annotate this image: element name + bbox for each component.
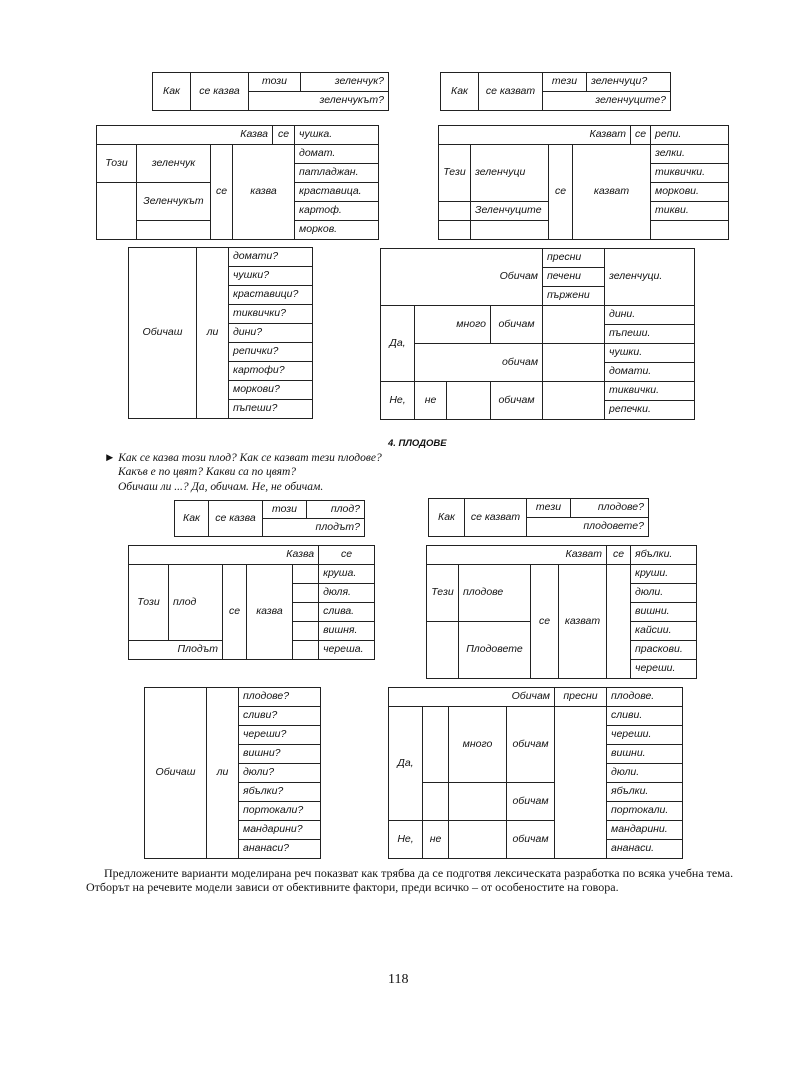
cell-item: домати.	[605, 363, 695, 382]
cell-se: се	[273, 126, 295, 145]
cell-ne2: не	[415, 382, 447, 420]
cell-empty	[449, 783, 507, 821]
cell-item: портокали.	[607, 802, 683, 821]
cell-li: ли	[197, 248, 229, 419]
cell-empty	[137, 221, 211, 240]
cell-kazva: казва	[233, 145, 295, 240]
cell-word: плодовете?	[527, 518, 649, 537]
cell-obichash: Обичаш	[129, 248, 197, 419]
cell-empty	[447, 382, 491, 420]
cell-empty	[293, 584, 319, 603]
cell-kazva: Казва	[97, 126, 273, 145]
cell-obicham: обичам	[491, 382, 543, 420]
cell-item: чушки?	[229, 267, 313, 286]
cell-da: Да,	[389, 707, 423, 821]
cell-empty	[293, 603, 319, 622]
cell-se-kazva: се казва	[209, 501, 263, 537]
cell-se: се	[223, 565, 247, 660]
cell-se: се	[319, 546, 375, 565]
cell-empty	[471, 221, 549, 240]
cell-se: се	[607, 546, 631, 565]
cell-tozi: Този	[129, 565, 169, 641]
cell-word: плодът?	[263, 519, 365, 537]
cell-empty	[97, 183, 137, 240]
cell-empty	[449, 821, 507, 859]
cell-kazvat: казват	[559, 565, 607, 679]
cell-item: пъпеши?	[229, 400, 313, 419]
cell-kak: Как	[175, 501, 209, 537]
cell-empty	[651, 221, 729, 240]
cell-item: репи.	[651, 126, 729, 145]
cell-item: ананаси?	[239, 840, 321, 859]
cell-item: плодове.	[607, 688, 683, 707]
cell-item: мандарини?	[239, 821, 321, 840]
cell-se: се	[549, 145, 573, 240]
fruit-naming-table-singular	[128, 545, 375, 660]
cell-se-kazvat: се казват	[465, 499, 527, 537]
cell-zelenchuk: зеленчук	[137, 145, 211, 183]
cell-item: сливи.	[607, 707, 683, 726]
cell-item: пъпеши.	[605, 325, 695, 344]
fruit-naming-table-plural	[426, 545, 697, 679]
cell-item: ананаси.	[607, 840, 683, 859]
cell-obicham: обичам	[507, 783, 555, 821]
cell-se: се	[631, 126, 651, 145]
cell-item: домат.	[295, 145, 379, 164]
veg-likes-answer-table	[380, 248, 695, 420]
cell-item: домати?	[229, 248, 313, 267]
cell-item: тикви.	[651, 202, 729, 221]
cell-kazva: казва	[247, 565, 293, 660]
veg-naming-table-plural	[438, 125, 729, 240]
cell-item: вишня.	[319, 622, 375, 641]
cell-item: зелки.	[651, 145, 729, 164]
cell-item: краставица.	[295, 183, 379, 202]
cell-tozi: този	[263, 501, 307, 519]
cell-tezi: тези	[527, 499, 571, 518]
cell-obicham: обичам	[507, 707, 555, 783]
cell-obicham: Обичам	[381, 249, 543, 306]
cell-empty	[293, 565, 319, 584]
cell-mnogo: много	[449, 707, 507, 783]
cell-item: патладжан.	[295, 164, 379, 183]
cell-pecheni: печени	[543, 268, 605, 287]
cell-item: ябълки.	[607, 783, 683, 802]
question-line: Какъв е по цвят? Какви са по цвят?	[118, 466, 297, 478]
veg-likes-question-table	[128, 247, 313, 419]
cell-item: слива.	[319, 603, 375, 622]
cell-obicham: обичам	[415, 344, 543, 382]
veg-question-table-plural	[440, 72, 671, 111]
fruit-question-table-singular	[174, 500, 365, 537]
cell-plodovete: Плодовете	[459, 622, 531, 679]
cell-item: чушка.	[295, 126, 379, 145]
cell-item: сливи?	[239, 707, 321, 726]
fruit-likes-question-table	[144, 687, 321, 859]
cell-item: кайсии.	[631, 622, 697, 641]
cell-presni: пресни	[543, 249, 605, 268]
veg-question-table-singular	[152, 72, 389, 111]
cell-item: плодове?	[239, 688, 321, 707]
fruit-question-table-plural	[428, 498, 649, 537]
cell-empty	[439, 202, 471, 221]
cell-item: череша.	[319, 641, 375, 660]
cell-item: дюли?	[239, 764, 321, 783]
cell-item: портокали?	[239, 802, 321, 821]
cell-parzheni: пържени	[543, 287, 605, 306]
cell-kak: Как	[153, 73, 191, 111]
fruit-likes-answer-table	[388, 687, 683, 859]
cell-item: репички?	[229, 343, 313, 362]
cell-item: вишни.	[631, 603, 697, 622]
cell-se: се	[211, 145, 233, 240]
cell-obicham: обичам	[491, 306, 543, 344]
cell-item: вишни?	[239, 745, 321, 764]
cell-empty	[427, 622, 459, 679]
cell-item: дюля.	[319, 584, 375, 603]
cell-item: череши?	[239, 726, 321, 745]
cell-zelenchucite: Зеленчуците	[471, 202, 549, 221]
cell-empty	[293, 622, 319, 641]
cell-word: зеленчук?	[301, 73, 389, 92]
cell-item: моркови.	[651, 183, 729, 202]
cell-kazva: Казва	[129, 546, 319, 565]
cell-word: плодове?	[571, 499, 649, 518]
cell-tozi: този	[249, 73, 301, 92]
cell-obicham: обичам	[507, 821, 555, 859]
cell-item: круша.	[319, 565, 375, 584]
cell-empty	[555, 707, 607, 859]
cell-plodove: плодове	[459, 565, 531, 622]
cell-zelenchuci: зеленчуци	[471, 145, 549, 202]
cell-item: вишни.	[607, 745, 683, 764]
cell-word: зеленчуци?	[587, 73, 671, 92]
cell-empty	[439, 221, 471, 240]
cell-ne: Не,	[381, 382, 415, 420]
question-line: ► Как се казва този плод? Как се казват тези плодове?	[104, 452, 382, 464]
question-line: Обичаш ли ...? Да, обичам. Не, не обичам.	[118, 481, 324, 493]
cell-tezi: тези	[543, 73, 587, 92]
cell-empty	[543, 382, 605, 420]
cell-ne: Не,	[389, 821, 423, 859]
cell-item: дюли.	[631, 584, 697, 603]
cell-empty	[607, 565, 631, 679]
cell-empty	[423, 783, 449, 821]
cell-item: морков.	[295, 221, 379, 240]
cell-item: тиквички.	[651, 164, 729, 183]
page-number: 118	[388, 972, 409, 987]
cell-item: дини.	[605, 306, 695, 325]
cell-item: тиквички?	[229, 305, 313, 324]
cell-word: зеленчуците?	[543, 92, 671, 111]
cell-item: дюли.	[607, 764, 683, 783]
cell-item: праскови.	[631, 641, 697, 660]
cell-ne2: не	[423, 821, 449, 859]
cell-kazvat: казват	[573, 145, 651, 240]
cell-item: череши.	[631, 660, 697, 679]
cell-item: круши.	[631, 565, 697, 584]
cell-obichash: Обичаш	[145, 688, 207, 859]
cell-tozi: Този	[97, 145, 137, 183]
cell-tezi: Тези	[439, 145, 471, 202]
cell-item: дини?	[229, 324, 313, 343]
veg-naming-table-singular	[96, 125, 379, 240]
cell-item: моркови?	[229, 381, 313, 400]
cell-se-kazva: се казва	[191, 73, 249, 111]
cell-item: мандарини.	[607, 821, 683, 840]
cell-empty	[423, 707, 449, 783]
cell-item: картофи?	[229, 362, 313, 381]
cell-empty	[543, 306, 605, 344]
cell-mnogo: много	[415, 306, 491, 344]
cell-li: ли	[207, 688, 239, 859]
cell-da: Да,	[381, 306, 415, 382]
cell-item: репечки.	[605, 401, 695, 420]
cell-kazvat: Казват	[427, 546, 607, 565]
body-paragraph: Предложените варианти моделирана реч показват как трябва да се подготвя лексическата разработка по всяка учебна тема. Отборът на речевите модели зависи от обективните фактори, преди всичко – от особеностите на говора.	[86, 866, 734, 894]
cell-kak: Как	[441, 73, 479, 111]
cell-item: ябълки.	[631, 546, 697, 565]
cell-word: плод?	[307, 501, 365, 519]
cell-zelenchuci: зеленчуци.	[605, 249, 695, 306]
cell-item: картоф.	[295, 202, 379, 221]
section-title: 4. ПЛОДОВЕ	[388, 438, 447, 449]
cell-empty	[293, 641, 319, 660]
cell-item: ябълки?	[239, 783, 321, 802]
cell-item: чушки.	[605, 344, 695, 363]
cell-se: се	[531, 565, 559, 679]
cell-word: зеленчукът?	[249, 92, 389, 111]
cell-item: череши.	[607, 726, 683, 745]
cell-plod: плод	[169, 565, 223, 641]
cell-kak: Как	[429, 499, 465, 537]
cell-empty	[543, 344, 605, 382]
cell-presni: пресни	[555, 688, 607, 707]
cell-item: краставици?	[229, 286, 313, 305]
cell-plodat: Плодът	[129, 641, 223, 660]
cell-se-kazvat: се казват	[479, 73, 543, 111]
cell-item: тиквички.	[605, 382, 695, 401]
cell-obicham: Обичам	[389, 688, 555, 707]
cell-zelenchukat: Зеленчукът	[137, 183, 211, 221]
cell-tezi: Тези	[427, 565, 459, 622]
cell-kazvat: Казват	[439, 126, 631, 145]
